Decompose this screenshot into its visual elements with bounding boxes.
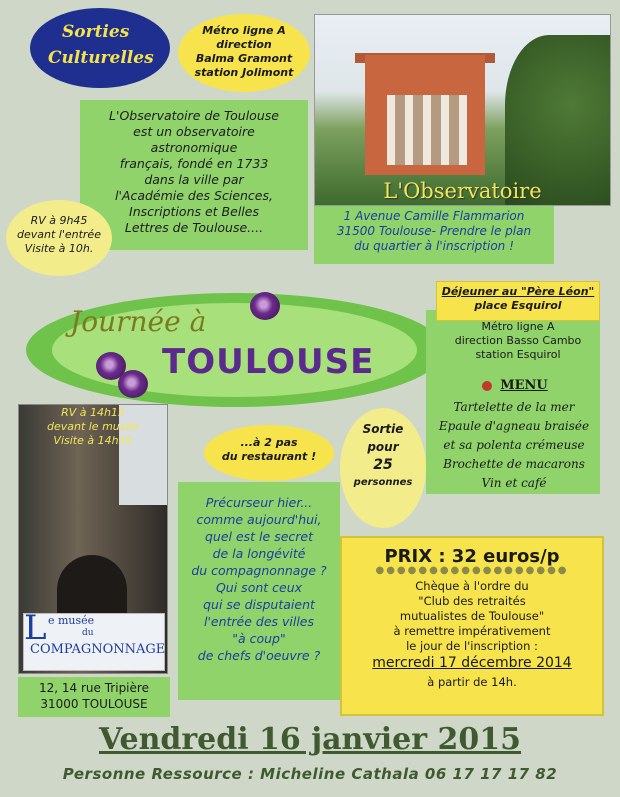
address-line: 31000 TOULOUSE [40, 697, 148, 711]
musee-sign1: e musée [48, 614, 95, 627]
question-line: qui se disputaient [203, 597, 315, 612]
menu-item: Epaule d'agneau braisée [438, 419, 590, 433]
question-line: comme aujourd'hui, [196, 512, 322, 527]
prix-line: "Club des retraités [418, 594, 526, 608]
sortie-line: Sortie [362, 422, 404, 436]
prix-title: PRIX : 32 euros/p [384, 546, 560, 567]
a-deux-pas-bubble [204, 425, 334, 481]
metro-line: station Jolimont [194, 66, 294, 79]
menu-items [430, 398, 598, 493]
rv-line: RV à 14h15 [61, 406, 125, 419]
question-line: Précurseur hier... [205, 495, 313, 510]
musee-sign3: COMPAGNONNAGE [30, 642, 166, 657]
pas-line: ...à 2 pas [240, 436, 298, 449]
sortie-line: pour [367, 440, 399, 454]
menu-icon [482, 381, 492, 391]
rv-musee [20, 406, 166, 448]
metro-line: direction [216, 38, 272, 51]
menu-title-text: MENU [500, 378, 548, 393]
contact-line: Personne Ressource : Micheline Cathala 06 17 17 17 82 [62, 765, 558, 783]
metro-line: station Esquirol [475, 348, 561, 361]
prix-after: à partir de 14h. [427, 675, 517, 689]
prix-line: le jour de l'inscription : [406, 639, 538, 653]
intro-line: L'Observatoire de Toulouse [109, 108, 279, 123]
sortie-count: 25 [373, 457, 393, 473]
rv-line: Visite à 14h30 [53, 434, 133, 447]
question-line: de la longévité [212, 546, 306, 561]
metro-line: direction Basso Cambo [454, 334, 582, 347]
intro-line: Inscriptions et Belles [129, 204, 259, 219]
dejeuner-title: Déjeuner au "Père Léon" [441, 285, 595, 298]
intro-line: l'Académie des Sciences, [115, 188, 273, 203]
metro-observatoire [178, 14, 310, 92]
rv-line: Visite à 10h. [24, 242, 94, 255]
observatoire-address [314, 206, 554, 264]
flower-icon [250, 292, 280, 320]
logo [30, 8, 170, 88]
address-line: 12, 14 rue Tripière [39, 681, 149, 695]
rv-line: devant l'entrée [17, 228, 101, 241]
logo-line1: Sorties [62, 22, 130, 42]
dejeuner-box [436, 281, 600, 321]
question-box [178, 482, 340, 700]
intro-line: astronomique [150, 140, 238, 155]
rv-observatoire [6, 200, 112, 276]
address-line: du quartier à l'inscription ! [354, 239, 514, 253]
observatoire-caption: L'Observatoire [383, 179, 542, 203]
menu-item: Brochette de macarons [443, 457, 585, 471]
address-line: 31500 Toulouse- Prendre le plan [336, 224, 532, 238]
rv-line: devant le musée [46, 420, 140, 433]
musee-sign2: du [82, 628, 94, 638]
menu-item: Tartelette de la mer [453, 400, 575, 414]
title-line2: TOULOUSE [162, 342, 375, 382]
menu-item: Vin et café [481, 476, 547, 490]
intro-line: Lettres de Toulouse.... [124, 220, 264, 235]
address-line: 1 Avenue Camille Flammarion [343, 209, 525, 223]
title-line1: Journée à [70, 305, 207, 338]
musee-sign-l: L [24, 608, 47, 648]
event-date: Vendredi 16 janvier 2015 [98, 722, 522, 757]
logo-line2: Culturelles [48, 48, 154, 68]
metro-restaurant [436, 320, 600, 362]
question-line: "à coup" [232, 631, 286, 646]
observatoire-photo [314, 14, 611, 206]
musee-address [18, 677, 170, 717]
question-line: du compagnonnage ? [191, 563, 327, 578]
flower-icon [118, 370, 148, 398]
intro-line: dans la ville par [144, 172, 244, 187]
intro-line: français, fondé en 1733 [119, 156, 269, 171]
prix-box [340, 536, 604, 716]
menu-title [440, 378, 590, 393]
question-line: de chefs d'oeuvre ? [197, 648, 321, 663]
prix-date: mercredi 17 décembre 2014 [372, 655, 572, 671]
dots-divider: ●●●●●●●●●●●●●●●●●● [375, 565, 569, 576]
metro-line: Balma Gramont [195, 52, 293, 65]
question-line: quel est le secret [204, 529, 313, 544]
metro-line: Métro ligne A [202, 24, 286, 37]
question-line: l'entrée des villes [203, 614, 315, 629]
prix-line: Chèque à l'ordre du [415, 579, 529, 593]
intro-text [80, 100, 308, 250]
intro-line: est un observatoire [133, 124, 255, 139]
dejeuner-place: place Esquirol [474, 299, 562, 312]
metro-line: Métro ligne A [481, 320, 555, 333]
menu-item: et sa polenta crémeuse [443, 438, 585, 452]
pas-line: du restaurant ! [221, 450, 317, 463]
rv-line: RV à 9h45 [30, 214, 88, 227]
sortie-bubble [340, 408, 426, 528]
sortie-line: personnes [353, 477, 413, 488]
prix-line: à remettre impérativement [393, 624, 551, 638]
prix-line: mutualistes de Toulouse" [399, 609, 545, 623]
question-line: Qui sont ceux [215, 580, 303, 595]
